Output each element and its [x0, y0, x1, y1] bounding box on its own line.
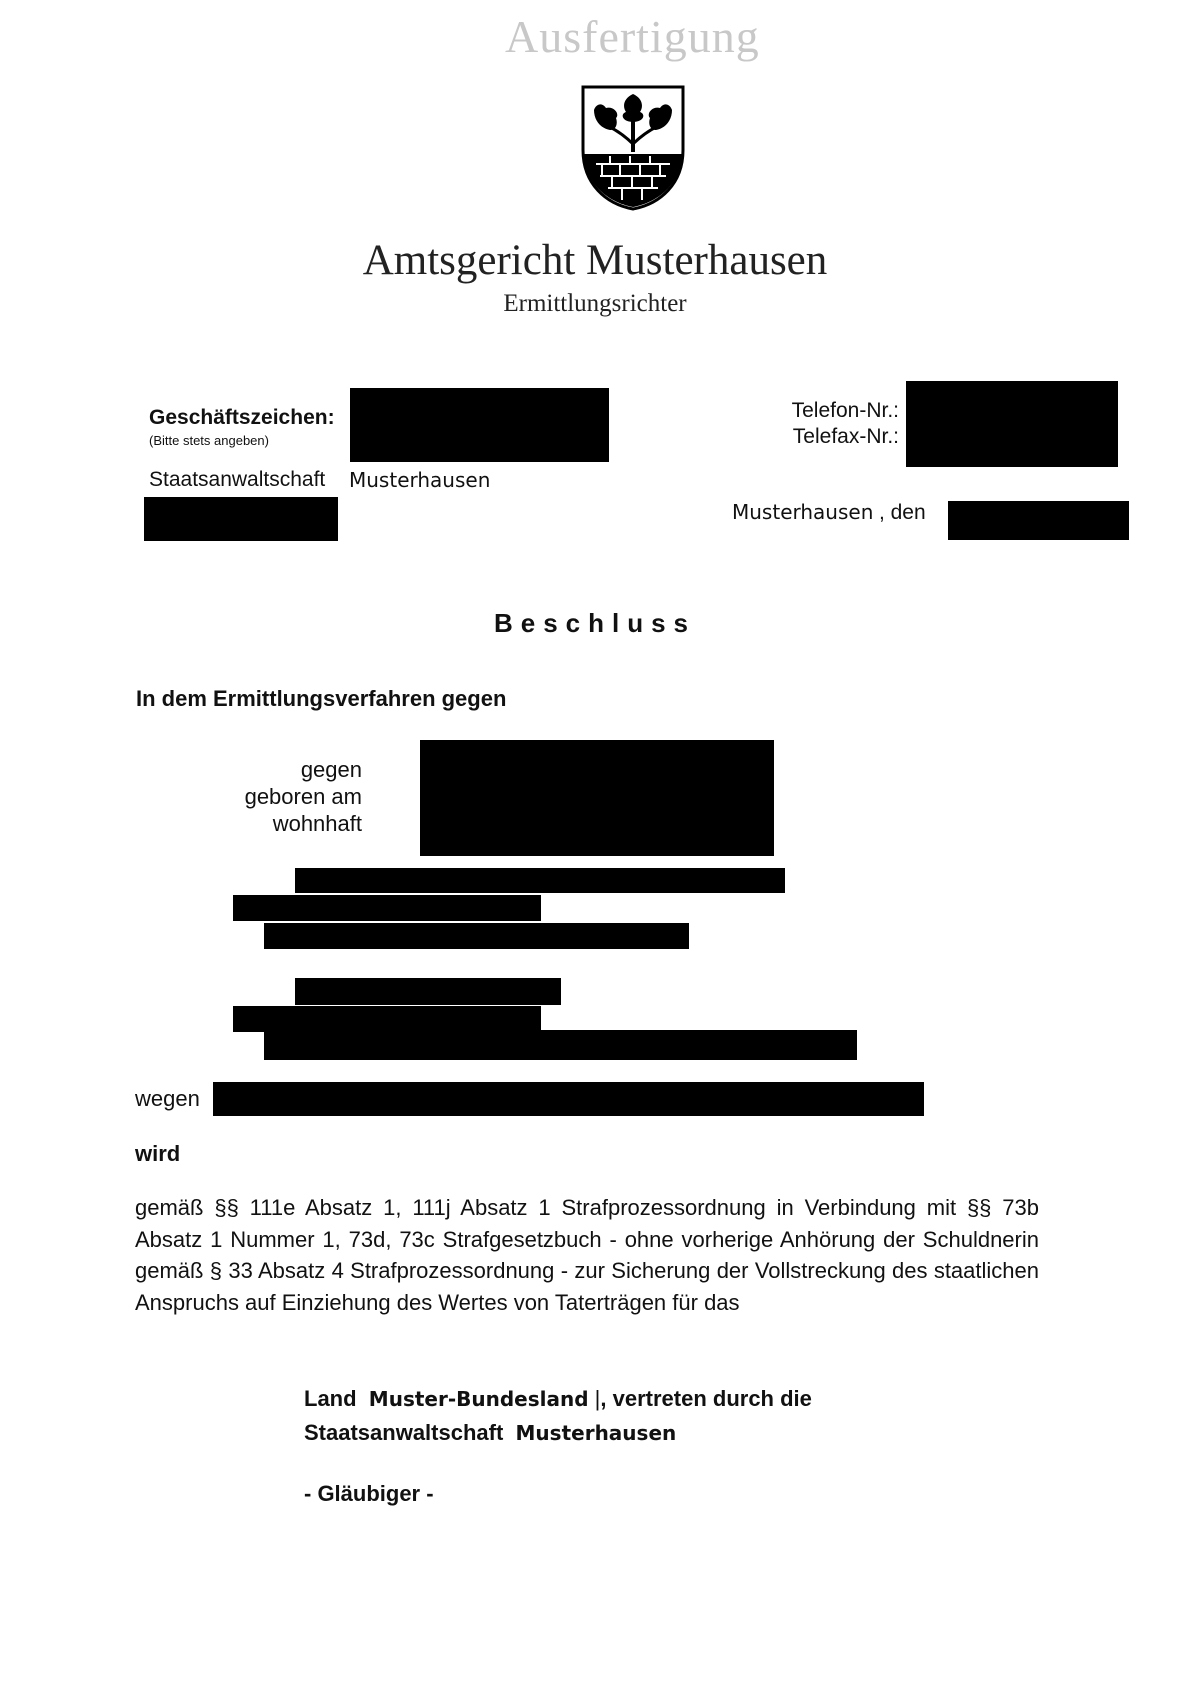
ausfertigung-stamp: Ausfertigung	[505, 11, 760, 62]
redacted-line	[295, 978, 561, 1005]
gegen-label: gegen	[300, 757, 362, 782]
redacted-line	[233, 1006, 541, 1032]
prosecution-place: Musterhausen	[349, 468, 491, 492]
creditor-sta-label: Staatsanwaltschaft	[304, 1420, 504, 1445]
coat-of-arms-icon	[580, 84, 686, 212]
land-name: Muster-Bundesland	[368, 1387, 589, 1411]
redacted-line	[264, 1030, 857, 1060]
body-paragraph: gemäß §§ 111e Absatz 1, 111j Absatz 1 Strafprozessordnung in Verbindung mit §§ 73b Absatz 1 Nummer 1, 73d, 73c Strafgesetzbuch - ohne vorherige Anhörung der Schuldnerin gemäß § 33 Absatz 4 Strafprozessordnung - zur Sicherung der Vollstreckung des staatlichen Anspruchs auf Einziehung des Wertes von Taterträgen für das	[135, 1195, 1039, 1315]
redacted-reference-number	[350, 388, 609, 462]
redacted-line	[264, 923, 689, 949]
den-label: , den	[878, 501, 926, 524]
redacted-person-details	[420, 740, 774, 856]
person-labels	[200, 756, 362, 837]
born-label: geboren am	[244, 784, 362, 809]
creditor-line-2	[304, 1416, 812, 1450]
land-label: Land	[304, 1386, 357, 1411]
reference-label: Geschäftszeichen:	[149, 406, 335, 429]
redacted-line	[295, 868, 785, 893]
represented-by: , vertreten durch die	[600, 1386, 812, 1411]
contact-labels	[784, 398, 899, 450]
creditor-block	[304, 1382, 812, 1450]
fax-label: Telefax-Nr.:	[792, 425, 899, 448]
redacted-contact-numbers	[906, 381, 1118, 467]
place-name: Musterhausen	[732, 500, 874, 524]
redacted-date	[948, 501, 1129, 540]
reference-hint: (Bitte stets angeben)	[149, 433, 269, 448]
wird-label: wird	[135, 1141, 181, 1166]
intro-line: In dem Ermittlungsverfahren gegen	[136, 686, 507, 711]
redacted-line	[233, 895, 541, 921]
redacted-offense	[213, 1082, 924, 1116]
creditor-role: - Gläubiger -	[304, 1481, 434, 1506]
redacted-prosecution-reference	[144, 497, 338, 541]
phone-label: Telefon-Nr.:	[791, 399, 899, 422]
document-title: Beschluss	[493, 608, 697, 638]
court-name: Amtsgericht Musterhausen	[362, 237, 828, 284]
resident-label: wohnhaft	[272, 811, 362, 836]
court-department: Ermittlungsrichter	[503, 290, 687, 317]
creditor-sta-place: Musterhausen	[515, 1421, 677, 1445]
place-date	[732, 500, 926, 525]
creditor-line-1: Land Muster-Bundesland |, vertreten durch die	[304, 1386, 812, 1411]
wegen-label: wegen	[135, 1086, 200, 1111]
prosecution-label: Staatsanwaltschaft	[149, 468, 326, 491]
